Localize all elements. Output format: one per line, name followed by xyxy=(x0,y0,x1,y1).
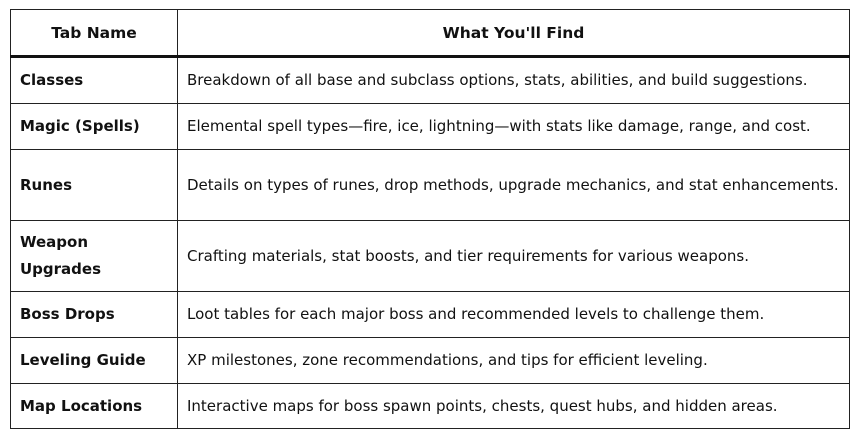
header-what-youll-find: What You'll Find xyxy=(178,10,850,57)
row-tab-name: Classes xyxy=(11,57,178,104)
row-description: XP milestones, zone recommendations, and tips for efficient leveling. xyxy=(178,338,850,384)
row-tab-name: Boss Drops xyxy=(11,292,178,338)
tabs-guide-table xyxy=(10,9,850,429)
table-row xyxy=(11,292,850,338)
table-row xyxy=(11,384,850,429)
table-body xyxy=(11,57,850,429)
row-description: Loot tables for each major boss and recommended levels to challenge them. xyxy=(178,292,850,338)
table-header xyxy=(11,10,850,57)
header-tab-name: Tab Name xyxy=(11,10,178,57)
table-row xyxy=(11,338,850,384)
row-tab-name: Map Locations xyxy=(11,384,178,429)
row-tab-name: Weapon Upgrades xyxy=(11,221,178,292)
row-tab-name: Magic (Spells) xyxy=(11,104,178,150)
table-row xyxy=(11,57,850,104)
row-description: Elemental spell types—fire, ice, lightning—with stats like damage, range, and cost. xyxy=(178,104,850,150)
row-description: Breakdown of all base and subclass options, stats, abilities, and build suggestions. xyxy=(178,57,850,104)
table-row xyxy=(11,104,850,150)
row-tab-name: Runes xyxy=(11,150,178,221)
row-tab-name: Leveling Guide xyxy=(11,338,178,384)
header-row xyxy=(11,10,850,57)
row-description: Interactive maps for boss spawn points, chests, quest hubs, and hidden areas. xyxy=(178,384,850,429)
row-description: Details on types of runes, drop methods, upgrade mechanics, and stat enhancements. xyxy=(178,150,850,221)
row-description: Crafting materials, stat boosts, and tier requirements for various weapons. xyxy=(178,221,850,292)
table-row xyxy=(11,150,850,221)
table-row xyxy=(11,221,850,292)
